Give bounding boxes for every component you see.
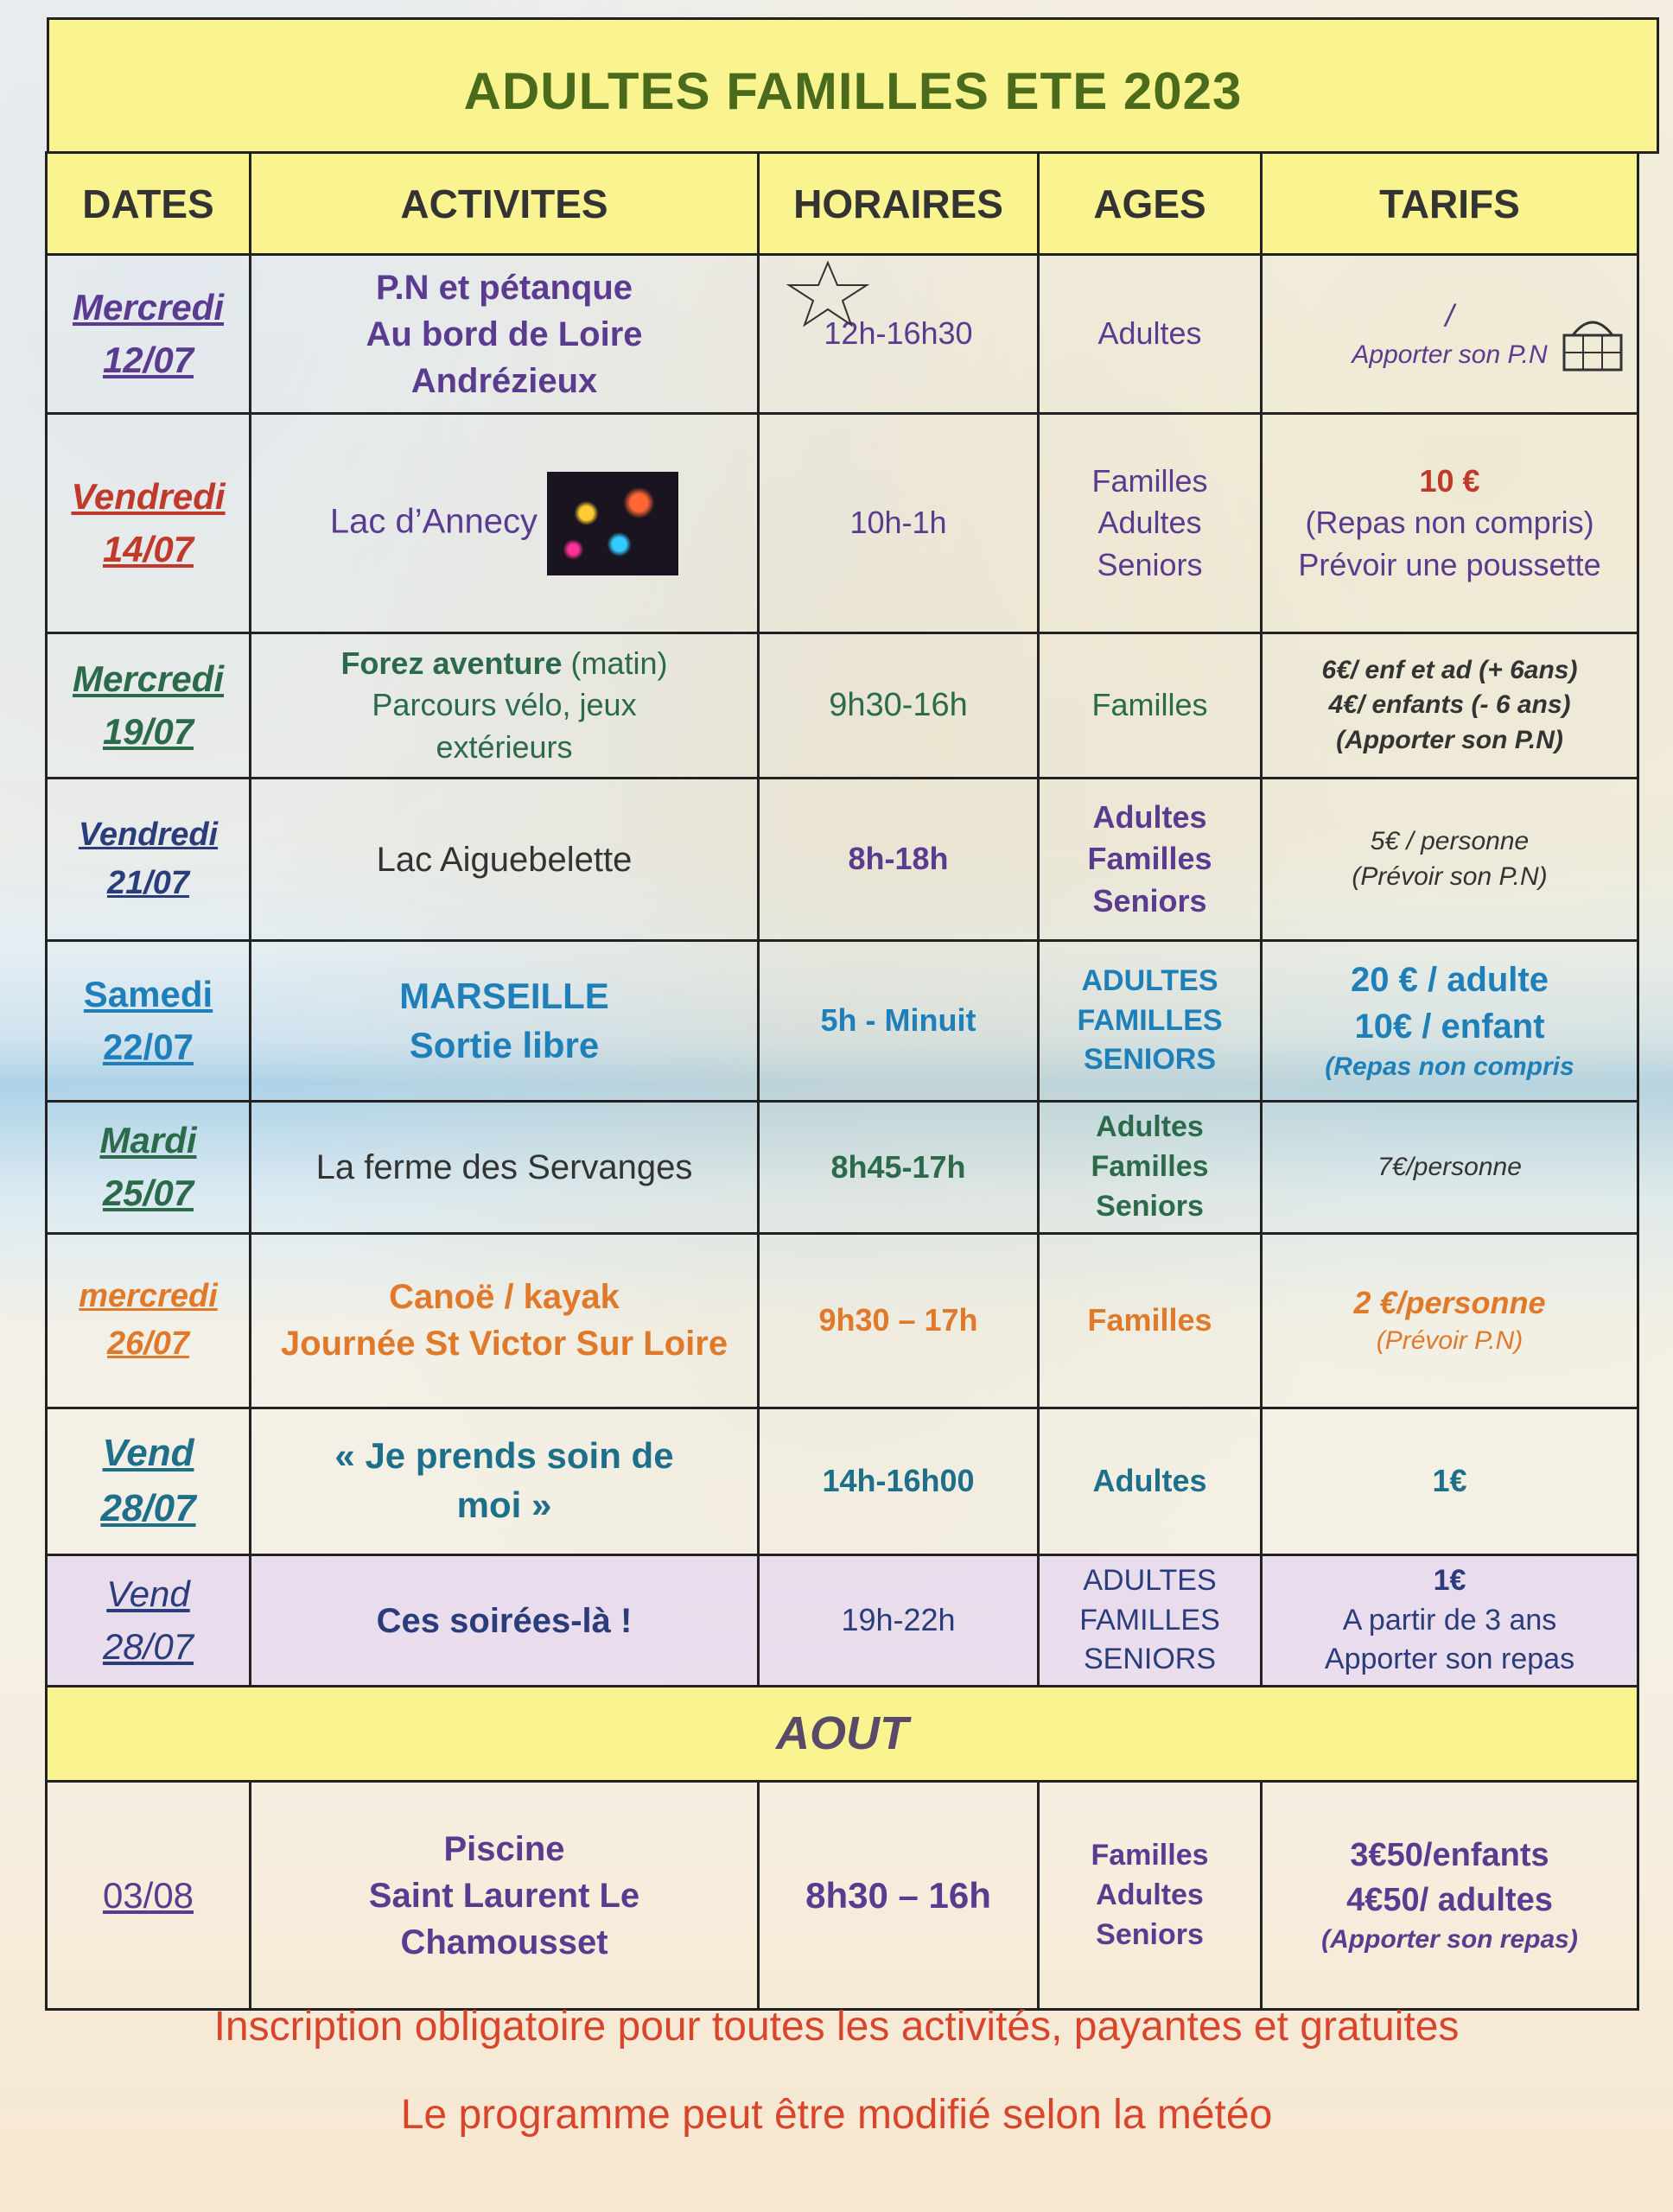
table-row (47, 1233, 1638, 1408)
tarif-line: 6€/ enf et ad (+ 6ans) (1321, 655, 1578, 684)
age-line: Seniors (1097, 546, 1203, 582)
activity-cell (251, 414, 759, 633)
activity-cell (251, 1554, 759, 1687)
age-line: Seniors (1092, 882, 1207, 918)
activity-line: moi » (456, 1484, 552, 1526)
tarif-line: 4€50/ adultes (1346, 1881, 1553, 1918)
tarif-line: 1€ (1433, 1563, 1466, 1597)
horaires-text: 8h30 – 16h (805, 1874, 991, 1916)
horaires-cell (759, 255, 1039, 414)
activity-line: Andrézieux (410, 361, 598, 400)
tarif-line: 5€ / personne (1370, 827, 1530, 855)
date-cell (47, 414, 251, 633)
tarif-line: Prévoir une poussette (1298, 546, 1601, 582)
tarif-line: 10 € (1419, 462, 1480, 499)
age-line: Familles (1091, 1839, 1209, 1872)
activity-line: Ces soirées-là ! (376, 1601, 633, 1640)
title-bar (47, 17, 1659, 154)
age-line: Adultes (1092, 798, 1207, 835)
activity-line: MARSEILLE (399, 975, 609, 1016)
tarif-line: (Prévoir P.N) (1376, 1326, 1524, 1356)
tarif-line: (Repas non compris) (1305, 505, 1594, 541)
tarif-line: A partir de 3 ans (1342, 1603, 1557, 1637)
activity-cell (251, 633, 759, 779)
date-value: 19/07 (102, 710, 194, 752)
date-cell (47, 941, 251, 1102)
tarifs-cell (1262, 1782, 1638, 2010)
date-value: 28/07 (102, 1625, 194, 1667)
tarif-line: 10€ / enfant (1354, 1007, 1545, 1046)
ages-cell (1039, 1102, 1262, 1234)
date-day: Mercredi (72, 658, 225, 699)
date-value: 26/07 (106, 1325, 190, 1363)
ages-cell (1039, 779, 1262, 941)
tarif-line: 3€50/enfants (1350, 1837, 1549, 1874)
tarifs-cell (1262, 633, 1638, 779)
activity-line: extérieurs (436, 728, 573, 765)
date-value: 03/08 (102, 1874, 194, 1916)
date-day: mercredi (79, 1278, 218, 1315)
table-row (47, 633, 1638, 779)
date-cell (47, 1782, 251, 2010)
footer-weather-note: Le programme peut être modifié selon la météo (400, 2092, 1273, 2138)
activity-line: Parcours vélo, jeux (372, 687, 637, 723)
tarifs-cell (1262, 1233, 1638, 1408)
date-value: 25/07 (102, 1172, 194, 1213)
ages-cell (1039, 1782, 1262, 2010)
header-horaires: HORAIRES (759, 153, 1039, 255)
tarif-line: (Prévoir son P.N) (1352, 861, 1548, 891)
ages-cell (1039, 255, 1262, 414)
header-row (47, 153, 1638, 255)
footer-registration-note: Inscription obligatoire pour toutes les activités, payantes et gratuites (213, 2004, 1460, 2050)
activity-line: Forez aventure (340, 645, 563, 681)
tarif-line: (Apporter son P.N) (1336, 725, 1563, 754)
activity-cell (251, 1102, 759, 1234)
section-aout-row (47, 1687, 1638, 1782)
date-day: Mardi (99, 1119, 197, 1160)
date-cell (47, 1233, 251, 1408)
activity-line: Canoë / kayak (389, 1278, 620, 1317)
ages-cell (1039, 941, 1262, 1102)
tarifs-cell (1262, 255, 1638, 414)
table-row (47, 1408, 1638, 1554)
ages-cell (1039, 1408, 1262, 1554)
tarifs-cell (1262, 1554, 1638, 1687)
horaires-cell (759, 1782, 1039, 2010)
date-day: Vend (106, 1573, 190, 1614)
age-line: Adultes (1097, 315, 1202, 352)
date-day: Vend (102, 1432, 194, 1475)
header-activites: ACTIVITES (251, 153, 759, 255)
age-line: ADULTES (1081, 963, 1218, 997)
age-line: Familles (1091, 687, 1208, 723)
horaires-cell (759, 633, 1039, 779)
tarifs-cell (1262, 414, 1638, 633)
tarif-line: 2 €/personne (1353, 1284, 1546, 1320)
activity-line: Lac Aiguebelette (376, 840, 633, 879)
star-icon (780, 259, 875, 328)
activity-line: Saint Laurent Le (368, 1876, 640, 1915)
header-tarifs: TARIFS (1262, 153, 1638, 255)
tarif-line: Apporter son repas (1324, 1643, 1575, 1676)
horaires-cell (759, 779, 1039, 941)
activity-line: Lac d’Annecy (329, 502, 538, 541)
date-value: 14/07 (102, 528, 194, 569)
horaires-text: 8h45-17h (830, 1148, 966, 1185)
table-row (47, 941, 1638, 1102)
tarifs-cell (1262, 1102, 1638, 1234)
age-line: Familles (1091, 1149, 1209, 1183)
age-line: Adultes (1097, 505, 1202, 541)
age-line: FAMILLES (1079, 1603, 1220, 1637)
activity-line: « Je prends soin de (334, 1435, 674, 1477)
age-line: Familles (1087, 841, 1212, 877)
header-dates: DATES (47, 153, 251, 255)
activity-cell (251, 1233, 759, 1408)
activity-cell (251, 1408, 759, 1554)
tarif-line: 1€ (1432, 1462, 1467, 1498)
activity-cell (251, 779, 759, 941)
date-day: Vendredi (78, 817, 219, 854)
tarif-line: / (1445, 297, 1454, 334)
date-cell (47, 255, 251, 414)
age-line: Familles (1091, 462, 1208, 499)
age-line: Adultes (1092, 1462, 1207, 1498)
horaires-cell (759, 1554, 1039, 1687)
tarifs-cell (1262, 1408, 1638, 1554)
header-ages: AGES (1039, 153, 1262, 255)
ages-cell (1039, 1554, 1262, 1687)
horaires-text: 5h - Minuit (820, 1002, 976, 1039)
activity-line: P.N et pétanque (375, 268, 633, 307)
date-cell (47, 1554, 251, 1687)
age-line: SENIORS (1083, 1043, 1217, 1077)
table-row (47, 1554, 1638, 1687)
tarif-line: (Apporter son repas) (1321, 1924, 1578, 1954)
section-aout: AOUT (47, 1687, 1638, 1782)
date-value: 22/07 (102, 1026, 194, 1067)
date-day: Samedi (83, 973, 213, 1014)
tarif-line: 7€/personne (1377, 1152, 1522, 1181)
ages-cell (1039, 633, 1262, 779)
activity-line: Piscine (443, 1829, 565, 1868)
tarif-line: 20 € / adulte (1351, 961, 1549, 1000)
date-day: Vendredi (71, 475, 226, 517)
horaires-text: 10h-1h (849, 505, 947, 541)
activity-line: Au bord de Loire (366, 315, 643, 353)
tarif-line: (Repas non compris (1325, 1052, 1574, 1082)
activity-line: Sortie libre (409, 1024, 600, 1065)
activity-line: (matin) (570, 645, 668, 681)
tarif-line: Apporter son P.N (1352, 340, 1548, 369)
date-value: 12/07 (102, 339, 194, 380)
activity-line: Journée St Victor Sur Loire (280, 1325, 728, 1363)
program-table (45, 151, 1639, 2011)
age-line: Familles (1087, 1301, 1212, 1338)
table-row (47, 1102, 1638, 1234)
activity-line: La ferme des Servanges (315, 1147, 693, 1186)
tarifs-cell (1262, 779, 1638, 941)
table-row (47, 779, 1638, 941)
date-cell (47, 1102, 251, 1234)
horaires-text: 12h-16h30 (824, 315, 973, 352)
ages-cell (1039, 1233, 1262, 1408)
program-sheet (24, 17, 1638, 2005)
table-row (47, 1782, 1638, 2010)
age-line: Seniors (1096, 1189, 1204, 1223)
horaires-cell (759, 941, 1039, 1102)
age-line: Seniors (1096, 1917, 1204, 1951)
table-row (47, 255, 1638, 414)
date-cell (47, 1408, 251, 1554)
horaires-text: 14h-16h00 (822, 1462, 975, 1498)
date-value: 28/07 (100, 1487, 196, 1530)
horaires-text: 9h30 – 17h (818, 1301, 978, 1338)
date-cell (47, 633, 251, 779)
activity-line: Chamousset (400, 1923, 608, 1961)
horaires-cell (759, 1408, 1039, 1554)
picnic-basket-icon (1554, 306, 1632, 384)
date-day: Mercredi (72, 286, 225, 327)
tarif-line: 4€/ enfants (- 6 ans) (1328, 690, 1571, 720)
activity-cell (251, 941, 759, 1102)
horaires-cell (759, 1102, 1039, 1234)
date-cell (47, 779, 251, 941)
fireworks-image (547, 472, 678, 575)
age-line: ADULTES (1083, 1563, 1217, 1597)
age-line: Adultes (1096, 1110, 1204, 1143)
activity-cell (251, 1782, 759, 2010)
date-value: 21/07 (106, 864, 190, 901)
horaires-cell (759, 1233, 1039, 1408)
activity-cell (251, 255, 759, 414)
horaires-text: 19h-22h (841, 1602, 956, 1638)
age-line: SENIORS (1083, 1643, 1217, 1676)
age-line: FAMILLES (1077, 1003, 1223, 1037)
tarifs-cell (1262, 941, 1638, 1102)
page-title: ADULTES FAMILLES ETE 2023 (463, 62, 1243, 120)
age-line: Adultes (1096, 1878, 1204, 1911)
horaires-text: 9h30-16h (829, 686, 968, 723)
table-row (47, 414, 1638, 633)
ages-cell (1039, 414, 1262, 633)
horaires-text: 8h-18h (848, 841, 949, 877)
horaires-cell (759, 414, 1039, 633)
